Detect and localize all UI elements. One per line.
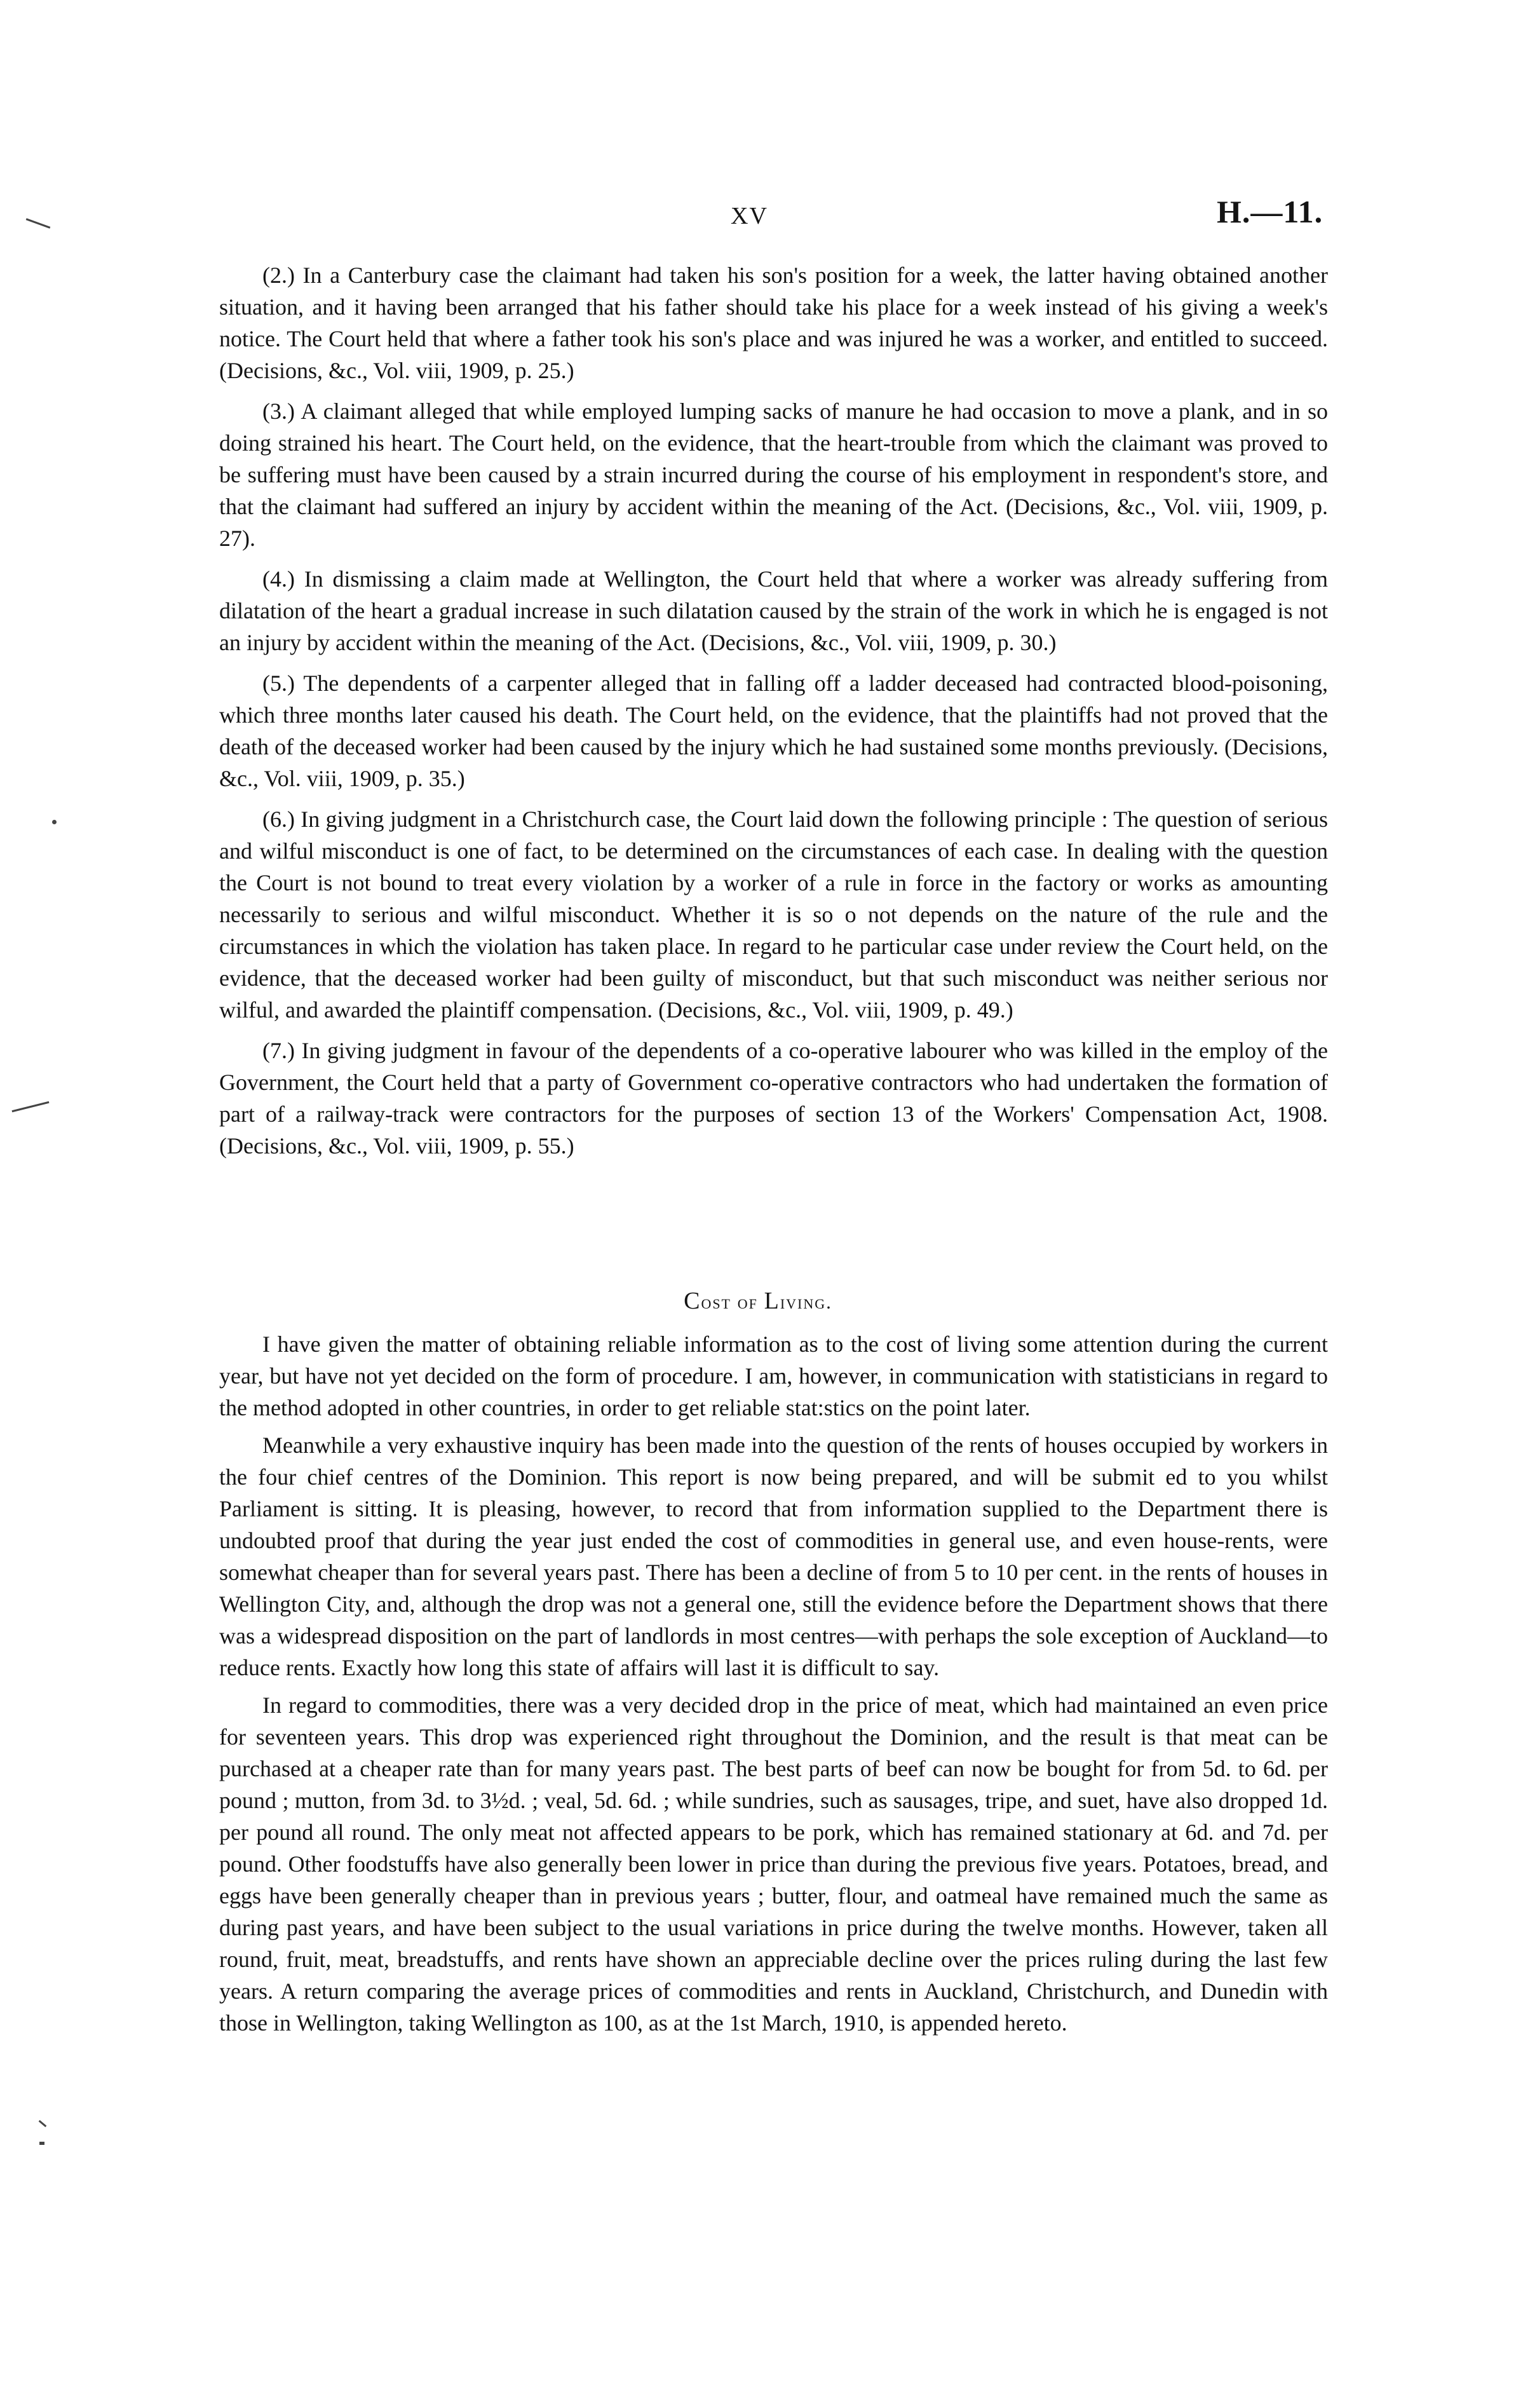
cost-of-living-section [219,1328,1328,2044]
case-paragraph-6: (6.) In giving judgment in a Christchurch case, the Court laid down the following principle : The question of serious and wilful misconduct is one of fact, to be determined on the circumstances of each case. In dealing with the question the Court is not bound to treat every violation by a worker of a rule in force in the factory or works as amounting necessarily to serious and wilful misconduct. Whether it is so o not depends on the nature of the rule and the circumstances in which the violation has taken place. In regard to he particular case under review the Court held, on the evidence, that the deceased worker had been guilty of misconduct, but that such misconduct was neither serious nor wilful, and awarded the plaintiff compensation. (Decisions, &c., Vol. viii, 1909, p. 49.) [219,806,1328,1023]
case-summaries-section [219,259,1328,1171]
cost-paragraph-1: I have given the matter of obtaining reliable information as to the cost of living some attention during the current year, but have not yet decided on the form of procedure. I am, however, in communication with statisticians in regard to the method adopted in other countries, in order to get reliable stat:stics on the point later. [219,1331,1328,1420]
margin-mark [26,218,51,228]
case-paragraph-4: (4.) In dismissing a claim made at Wellington, the Court held that where a worker was already suffering from dilatation of the heart a gradual increase in such dilatation caused by the strain of the work in which he is engaged is not an injury by accident within the meaning of the Act. (Decisions, &c., Vol. viii, 1909, p. 30.) [219,566,1328,655]
case-paragraph-5: (5.) The dependents of a carpenter alleged that in falling off a ladder deceased had contracted blood-poisoning, which three months later caused his death. The Court held, on the evidence, that the plaintiffs had not proved that the death of the deceased worker had been caused by the injury which he had sustained some months previously. (Decisions, &c., Vol. viii, 1909, p. 35.) [219,670,1328,791]
section-heading-cost-of-living: Cost of Living. [684,1288,832,1314]
document-reference: H.—11. [1217,194,1323,229]
cost-paragraph-3: In regard to commodities, there was a very decided drop in the price of meat, which had maintained an even price for seventeen years. This drop was experienced right throughout the Dominion, and the result is that meat can be purchased at a cheaper rate than for many years past. The best parts of beef can now be bought for from 5d. to 6d. per pound ; mutton, from 3d. to 3½d. ; veal, 5d. 6d. ; while sundries, such as sausages, tripe, and suet, have also dropped 1d. per pound all round. The only meat not affected appears to be pork, which has remained stationary at 6d. and 7d. per pound. Other foodstuffs have also generally been lower in price than during the previous five years. Potatoes, bread, and eggs have been generally cheaper than in previous years ; butter, flour, and oatmeal have remained much the same as during past years, and have been subject to the usual variations in price during the twelve months. However, taken all round, fruit, meat, breadstuffs, and rents have shown an appreciable decline over the prices ruling during the last few years. A return comparing the average prices of commodities and rents in Auckland, Christchurch, and Dunedin with those in Wellington, taking Wellington as 100, as at the 1st March, 1910, is appended hereto. [219,1692,1328,2036]
margin-mark [39,2120,47,2127]
case-paragraph-2: (2.) In a Canterbury case the claimant had taken his son's position for a week, the latter having obtained another situation, and it having been arranged that his father should take his place for a week instead of his giving a week's notice. The Court held that where a father took his son's place and was injured he was a worker, and entitled to succeed. (Decisions, &c., Vol. viii, 1909, p. 25.) [219,262,1328,383]
page-number: XV [731,203,768,229]
cost-paragraph-2: Meanwhile a very exhaustive inquiry has been made into the question of the rents of houses occupied by workers in the four chief centres of the Dominion. This report is now being prepared, and will be submit ed to you whilst Parliament is sitting. It is pleasing, however, to record that from information supplied to the Department there is undoubted proof that during the year just ended the cost of commodities in general use, and even house-rents, were somewhat cheaper than for several years past. There has been a decline of from 5 to 10 per cent. in the rents of houses in Wellington City, and, although the drop was not a general one, still the evidence before the Department shows that there was a widespread disposition on the part of landlords in most centres—with perhaps the sole exception of Auckland—to reduce rents. Exactly how long this state of affairs will last it is difficult to say. [219,1432,1328,1680]
margin-mark [39,2142,44,2145]
case-paragraph-7: (7.) In giving judgment in favour of the dependents of a co-operative labourer who was killed in the employ of the Government, the Court held that a party of Government co-operative contractors who had undertaken the formation of part of a railway-track were contractors for the purposes of section 13 of the Workers' Compensation Act, 1908. (Decisions, &c., Vol. viii, 1909, p. 55.) [219,1038,1328,1159]
margin-mark [52,820,57,824]
case-paragraph-3: (3.) A claimant alleged that while employed lumping sacks of manure he had occasion to move a plank, and in so doing strained his heart. The Court held, on the evidence, that the heart-trouble from which the claimant was proved to be suffering must have been caused by a strain incurred during the course of his employment in respondent's store, and that the claimant had suffered an injury by accident within the meaning of the Act. (Decisions, &c., Vol. viii, 1909, p. 27). [219,398,1328,551]
margin-mark [12,1101,50,1112]
